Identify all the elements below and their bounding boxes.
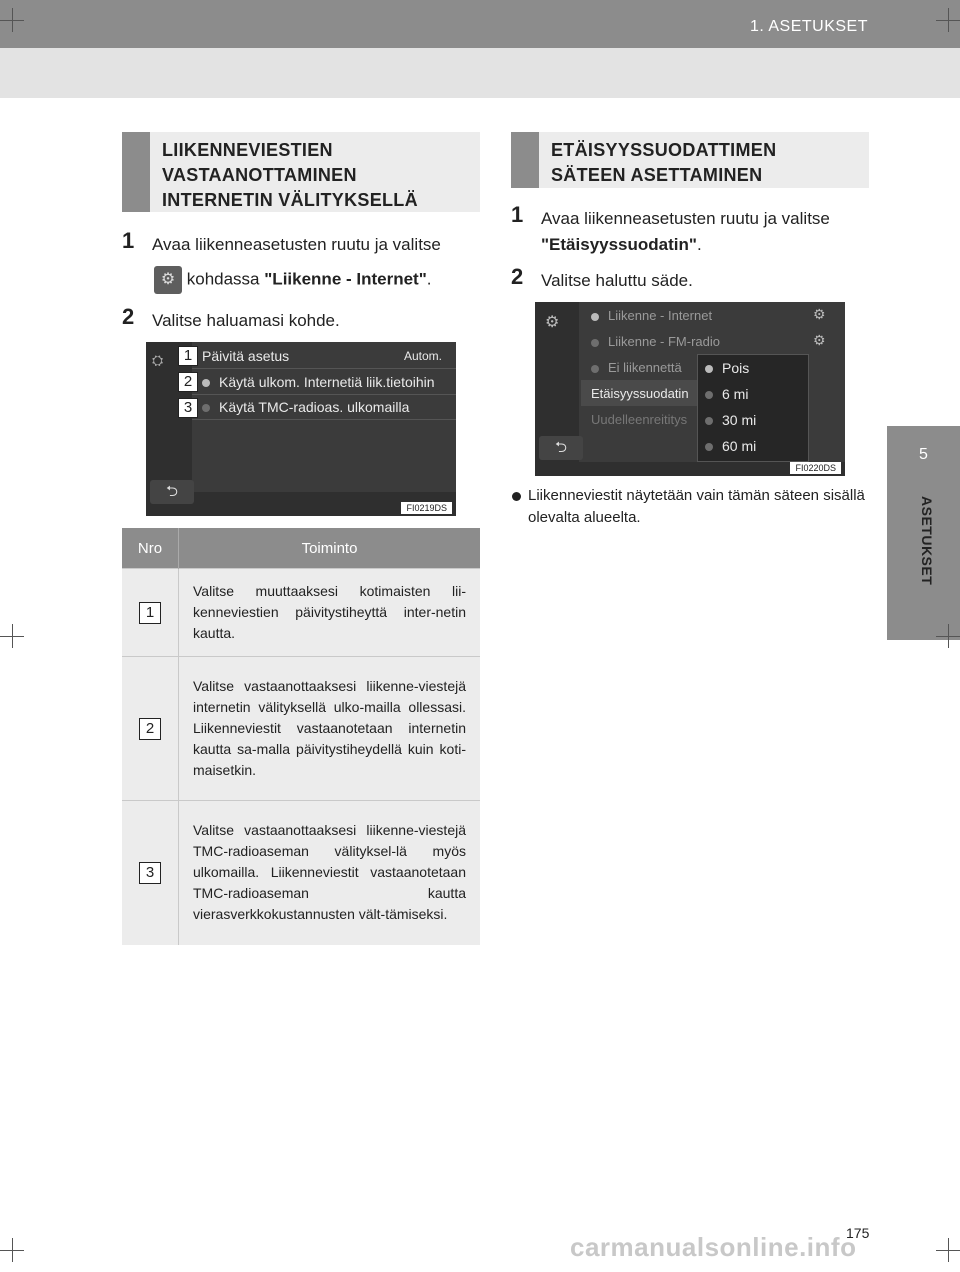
row-label: Päivitä asetus (202, 348, 290, 364)
option-label: 60 mi (722, 438, 757, 454)
step-text-bold: "Liikenne - Internet" (264, 269, 427, 289)
row-number-cell (122, 569, 179, 657)
step-text-pre: kohdassa (186, 269, 260, 289)
menu-item-no-traffic (591, 360, 682, 375)
callout-number: 1 (178, 346, 198, 366)
row-number-cell (122, 657, 179, 801)
section-heading-text (551, 138, 861, 188)
row-label: Käytä TMC-radioas. ulkomailla (219, 399, 410, 415)
gear-icon: ⚙ (813, 306, 826, 322)
menu-item-distance-filter: Etäisyyssuodatin (591, 386, 689, 401)
option-label: 6 mi (722, 386, 749, 402)
step-text: Avaa liikenneasetusten ruutu ja valitse (541, 209, 830, 228)
section-heading-internet-traffic (122, 132, 480, 212)
screen-distance-filter (535, 302, 845, 476)
step-number: 1 (511, 202, 524, 227)
callout-number: 2 (178, 372, 198, 392)
gear-icon: ⚙ (813, 332, 826, 348)
page-number: 175 (846, 1225, 870, 1241)
crop-mark (12, 1238, 13, 1262)
option-label: 30 mi (722, 412, 757, 428)
menu-item-fm-radio (591, 334, 720, 349)
chapter-title: 1. ASETUKSET (749, 18, 868, 35)
bullet-icon (512, 492, 521, 501)
section-heading-text (162, 138, 472, 213)
radio-icon (202, 404, 210, 412)
step-1-continuation (154, 266, 432, 294)
row-label: Käytä ulkom. Internetiä liik.tietoihin (219, 374, 435, 390)
menu-label: Ei liikennettä (608, 360, 682, 375)
heading-line: ETÄISYYSSUODATTIMEN (551, 140, 777, 160)
function-table (122, 528, 480, 945)
row-number: 3 (139, 862, 161, 884)
step-text-post: . (426, 269, 432, 289)
option-6mi (705, 386, 748, 402)
gear-icon: ⚙ (545, 314, 560, 331)
radio-icon (591, 339, 599, 347)
heading-accent-bar (511, 132, 539, 188)
step-number: 2 (511, 264, 524, 289)
menu-label: Liikenne - FM-radio (608, 334, 720, 349)
heading-line: SÄTEEN ASETTAMINEN (551, 165, 763, 185)
step-text: Valitse haluamasi kohde. (152, 311, 340, 330)
option-60mi (705, 438, 756, 454)
row-number: 2 (139, 718, 161, 740)
screen-update-settings (146, 342, 456, 516)
chapter-side-label: ASETUKSET (919, 496, 935, 586)
step-2-left (122, 304, 482, 336)
radio-icon (705, 365, 713, 373)
radio-icon (705, 417, 713, 425)
heading-line: VASTAANOTTAMINEN (162, 165, 357, 185)
figure-id: FI0220DS (790, 462, 841, 474)
step-1-continuation (541, 232, 702, 258)
figure-id: FI0219DS (401, 502, 452, 514)
option-label: Pois (722, 360, 750, 376)
screen-row-tmc-abroad (202, 399, 409, 415)
crop-mark (12, 8, 13, 32)
radio-icon (202, 379, 210, 387)
divider (192, 394, 456, 395)
crop-mark (948, 1238, 949, 1262)
menu-label: Liikenne - Internet (608, 308, 713, 323)
row-text: Valitse muuttaaksesi kotimaisten lii-kenneviestien päivitystiheyttä inter-netin kautta. (179, 569, 481, 657)
row-value: Autom. (404, 349, 443, 363)
chapter-number: 5 (919, 446, 928, 463)
step-1-left (122, 228, 482, 302)
crop-mark (12, 624, 13, 648)
step-number: 2 (122, 304, 135, 329)
header-subbar (0, 48, 960, 98)
step-text-bold: "Etäisyyssuodatin" (541, 235, 697, 254)
radio-icon (591, 313, 599, 321)
step-text: Valitse haluttu säde. (541, 271, 693, 290)
back-icon: ⮌ (539, 436, 583, 460)
heading-line: LIIKENNEVIESTIEN (162, 140, 333, 160)
step-text-post: . (696, 235, 702, 254)
step-1-right (511, 202, 871, 262)
menu-item-internet (591, 308, 712, 323)
gear-icon: ⚙ (154, 266, 182, 294)
map-car-icon: ⛭ (152, 352, 164, 368)
back-icon: ⮌ (150, 480, 194, 504)
note-text: Liikenneviestit näytetään vain tämän säteen sisällä olevalta alueelta. (528, 487, 865, 526)
radio-icon (705, 391, 713, 399)
crop-mark (948, 624, 949, 648)
radio-icon (591, 365, 599, 373)
chapter-header-bar (0, 0, 960, 48)
step-number: 1 (122, 228, 135, 253)
option-off (705, 360, 749, 376)
table-header-function: Toiminto (179, 528, 481, 569)
divider (192, 419, 456, 420)
option-30mi (705, 412, 756, 428)
chapter-side-tab (887, 426, 960, 640)
screen-panel (192, 342, 456, 492)
watermark: carmanualsonline.info (570, 1232, 857, 1262)
heading-accent-bar (122, 132, 150, 212)
table-header-number: Nro (122, 528, 179, 569)
table-row (122, 801, 480, 945)
row-number: 1 (139, 602, 161, 624)
step-text: Avaa liikenneasetusten ruutu ja valitse (152, 235, 441, 254)
heading-line: INTERNETIN VÄLITYKSELLÄ (162, 190, 418, 210)
row-number-cell (122, 801, 179, 945)
screen-row-update-setting (202, 348, 289, 364)
divider (192, 368, 456, 369)
row-text: Valitse vastaanottaaksesi liikenne-viestejä TMC-radioaseman välityksel-lä myös ulkomailla. Liikenneviestit vastaanotetaan TMC-radioaseman kautta vierasverkkokustannusten vält-tämiseksi. (179, 801, 481, 945)
table-row (122, 569, 480, 657)
callout-number: 3 (178, 398, 198, 418)
step-2-right (511, 264, 871, 296)
crop-mark (948, 8, 949, 32)
radio-icon (705, 443, 713, 451)
screen-row-internet-abroad (202, 374, 435, 390)
table-row (122, 657, 480, 801)
row-text: Valitse vastaanottaaksesi liikenne-viestejä internetin välityksellä ulko-mailla ollessasi. Liikenneviestit vastaanotetaan internetin kautta sa-malla päivitystiheydellä kuin koti-maisetkin. (179, 657, 481, 801)
section-heading-distance-filter (511, 132, 869, 188)
menu-item-rerouting: Uudelleenreititys (591, 412, 688, 427)
